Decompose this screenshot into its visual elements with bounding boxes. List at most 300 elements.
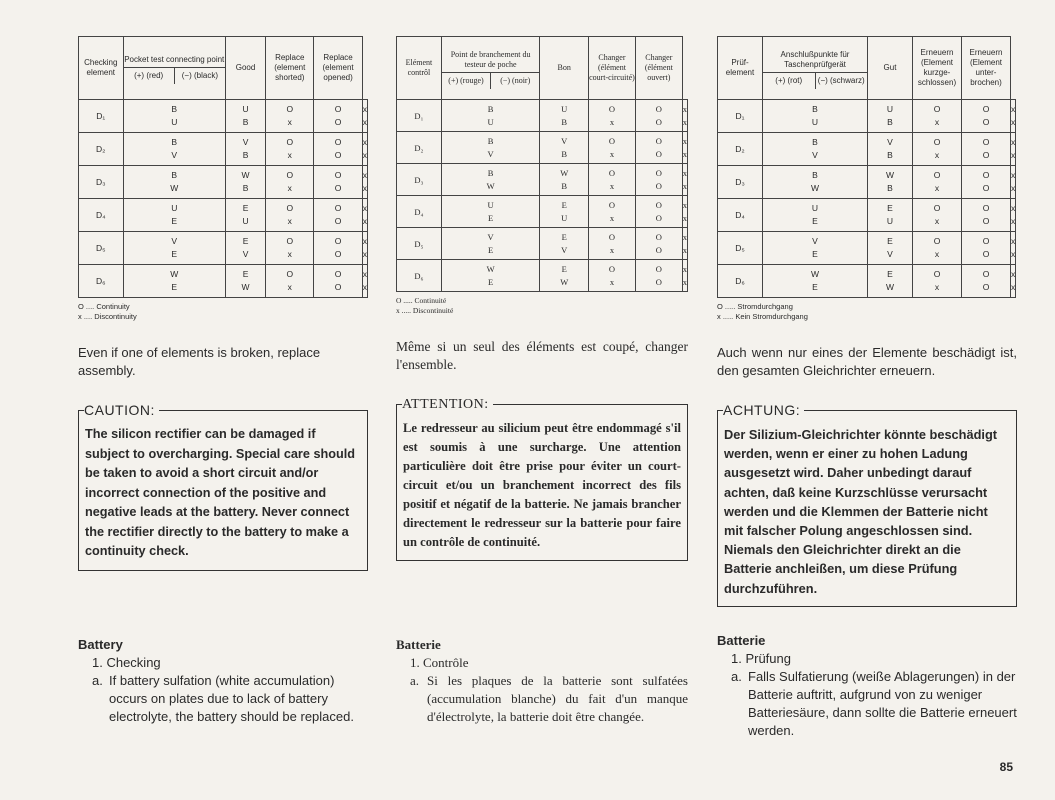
element-cell: D₂ [718, 133, 763, 166]
table-row [718, 133, 1016, 166]
good-value: x [609, 212, 615, 223]
shorted-value: O [982, 249, 990, 259]
good-cell [913, 265, 962, 298]
good-value: x [609, 244, 615, 255]
opened-value: x [1011, 150, 1016, 160]
opened-value: x [1011, 117, 1016, 127]
good-value: x [287, 249, 292, 259]
opened-value: x [362, 282, 367, 292]
column-french [396, 0, 688, 724]
opened-value: x [682, 180, 687, 191]
good-value: O [608, 103, 616, 114]
legend [396, 296, 688, 316]
shorted-value: O [655, 103, 662, 114]
red-value: E [488, 212, 494, 223]
good-value: O [933, 203, 941, 213]
caution-title: ATTENTION: [402, 395, 493, 414]
table-row [79, 133, 368, 166]
shorted-value: O [982, 236, 990, 246]
opened-value: x [362, 249, 367, 259]
shorted-value: O [655, 199, 662, 210]
header-shorted: Erneuern (Element kurzge-schlossen) [913, 37, 962, 100]
element-cell: D₃ [718, 166, 763, 199]
red-value: V [812, 236, 818, 246]
opened-cell [362, 166, 367, 199]
good-value: O [286, 137, 294, 147]
red-value: U [171, 203, 178, 213]
shorted-cell [962, 100, 1011, 133]
good-value: x [609, 116, 615, 127]
header-opened: Replace (element opened) [314, 37, 362, 100]
red-cell [763, 265, 868, 298]
black-cell [225, 166, 265, 199]
element-cell: D₄ [718, 199, 763, 232]
good-value: x [609, 180, 615, 191]
opened-cell [1011, 133, 1016, 166]
battery-step: 1. Prüfung [731, 651, 791, 666]
opened-value: x [1011, 236, 1016, 246]
opened-cell [362, 100, 367, 133]
opened-value: x [362, 269, 367, 279]
shorted-value: O [655, 276, 662, 287]
red-value: B [812, 137, 818, 147]
opened-cell [362, 265, 367, 298]
black-cell [868, 166, 913, 199]
header-shorted: Changer (élément court-circuité) [589, 37, 636, 100]
table-row [718, 232, 1016, 265]
element-cell: D₂ [397, 132, 442, 164]
opened-value: x [362, 150, 367, 160]
legend-continuity: O ..... Stromdurchgang [717, 302, 793, 311]
good-value: x [609, 148, 615, 159]
battery-section [78, 636, 368, 726]
black-cell [540, 100, 589, 132]
good-value: x [287, 117, 292, 127]
red-value: E [812, 249, 818, 259]
opened-cell [362, 199, 367, 232]
good-value: O [933, 269, 941, 279]
good-value: x [934, 117, 940, 127]
table-row [397, 132, 688, 164]
header-element: Prüf-element [718, 37, 763, 100]
red-value: U [487, 116, 494, 127]
element-cell: D₃ [79, 166, 124, 199]
red-cell [123, 232, 225, 265]
header-connecting-point [763, 37, 868, 100]
element-cell: D₅ [397, 228, 442, 260]
black-cell [540, 228, 589, 260]
red-value: V [487, 231, 494, 242]
sub-text: Si les plaques de la batterie sont sulfatées (accumulation blanche) du fait d'un manque d'électrolyte, la batterie doit être changée. [427, 673, 688, 724]
red-value: B [171, 170, 178, 180]
shorted-value: O [982, 203, 990, 213]
table-row [79, 265, 368, 298]
element-cell: D₁ [397, 100, 442, 132]
legend-discontinuity: x ..... Discontinuité [396, 306, 454, 315]
black-cell [868, 199, 913, 232]
intro-text: Even if one of elements is broken, replace assembly. [78, 345, 321, 378]
good-value: O [608, 231, 616, 242]
sub-label: a. [731, 669, 742, 684]
caution-title: CAUTION: [84, 401, 159, 421]
element-cell: D₄ [79, 199, 124, 232]
table-body [397, 100, 688, 292]
shorted-cell [635, 132, 682, 164]
black-value: W [885, 170, 895, 180]
opened-value: x [682, 244, 687, 255]
header-element: Checking element [79, 37, 124, 100]
black-cell [225, 199, 265, 232]
opened-cell [682, 100, 687, 132]
red-cell [763, 166, 868, 199]
red-value: U [171, 117, 178, 127]
good-value: O [286, 269, 294, 279]
good-cell [589, 196, 636, 228]
table-row [397, 164, 688, 196]
good-value: x [287, 150, 292, 160]
red-value: E [171, 282, 178, 292]
header-cp-black: (−) (black) [174, 68, 225, 84]
opened-value: x [362, 104, 367, 114]
shorted-value: O [334, 216, 342, 226]
black-value: U [242, 216, 249, 226]
black-value: U [561, 103, 568, 114]
red-cell [441, 100, 540, 132]
good-value: O [608, 263, 616, 274]
caution-body: Der Silizium-Gleichrichter könnte beschädigt werden, wenn er einer zu hohen Ladung ausgesetzt wird. Daher unbedingt darauf achten, daß keine Kurzschlüsse verursacht werden und die Klemmen der Batterie nicht mit falscher Polung angeschlossen sind. Niemals den Gleichrichter direkt an die Batterie anchleißen, um diese Prüfung durchzuführen. [724, 427, 998, 596]
black-value: E [561, 199, 567, 210]
black-value: E [561, 263, 567, 274]
red-value: B [812, 170, 818, 180]
black-value: E [242, 269, 249, 279]
shorted-value: O [334, 183, 342, 193]
shorted-cell [314, 133, 362, 166]
shorted-value: O [334, 137, 342, 147]
red-cell [123, 100, 225, 133]
table-row [397, 196, 688, 228]
legend [78, 302, 368, 322]
red-value: V [171, 236, 178, 246]
opened-value: x [682, 167, 687, 178]
shorted-value: O [982, 137, 990, 147]
opened-cell [1011, 199, 1016, 232]
test-table-french [396, 36, 688, 292]
shorted-value: O [655, 244, 662, 255]
red-value: E [812, 282, 818, 292]
header-shorted: Replace (element shorted) [266, 37, 314, 100]
opened-value: x [682, 148, 687, 159]
red-value: V [171, 150, 178, 160]
element-cell: D₂ [79, 133, 124, 166]
shorted-value: O [334, 104, 342, 114]
good-value: x [609, 276, 615, 287]
battery-section [396, 636, 688, 726]
good-cell [266, 199, 314, 232]
shorted-cell [635, 196, 682, 228]
battery-sub-item [78, 672, 368, 726]
black-cell [540, 164, 589, 196]
red-cell [441, 132, 540, 164]
good-value: O [286, 203, 294, 213]
header-cp-red: (+) (red) [134, 70, 164, 80]
black-value: E [242, 203, 249, 213]
shorted-value: O [655, 135, 662, 146]
red-cell [763, 232, 868, 265]
shorted-value: O [334, 249, 342, 259]
opened-value: x [1011, 282, 1016, 292]
black-value: E [887, 269, 893, 279]
shorted-value: O [334, 203, 342, 213]
black-value: V [561, 135, 568, 146]
table-row [397, 260, 688, 292]
good-cell [913, 133, 962, 166]
black-cell [225, 232, 265, 265]
header-connecting-point [441, 37, 540, 100]
opened-cell [1011, 265, 1016, 298]
table-body [79, 100, 368, 298]
caution-box [78, 402, 368, 571]
black-value: W [885, 282, 895, 292]
good-value: x [287, 282, 292, 292]
shorted-value: O [655, 180, 662, 191]
black-cell [868, 100, 913, 133]
shorted-value: O [655, 212, 662, 223]
opened-value: x [362, 117, 367, 127]
black-cell [868, 265, 913, 298]
good-value: x [934, 249, 940, 259]
black-value: V [242, 137, 249, 147]
opened-value: x [362, 216, 367, 226]
good-value: O [286, 170, 294, 180]
battery-heading: Battery [78, 637, 123, 652]
battery-step: 1. Contrôle [410, 655, 469, 670]
shorted-cell [314, 199, 362, 232]
black-value: E [887, 236, 893, 246]
black-value: W [560, 167, 569, 178]
table-row [79, 199, 368, 232]
black-cell [540, 260, 589, 292]
good-value: O [933, 137, 941, 147]
opened-cell [682, 228, 687, 260]
table-row [718, 100, 1016, 133]
black-value: E [561, 231, 567, 242]
shorted-value: O [982, 216, 990, 226]
intro-text: Même si un seul des éléments est coupé, changer l'ensemble. [396, 339, 688, 372]
header-cp-title: Pocket test connecting point [124, 53, 225, 68]
red-cell [441, 228, 540, 260]
red-value: V [812, 150, 818, 160]
shorted-cell [314, 100, 362, 133]
good-value: O [933, 236, 941, 246]
opened-value: x [682, 116, 687, 127]
good-cell [589, 228, 636, 260]
header-good: Good [225, 37, 265, 100]
red-value: E [171, 249, 178, 259]
table-row [79, 232, 368, 265]
header-cp-black: (−) (schwarz) [815, 73, 868, 89]
shorted-value: O [655, 167, 662, 178]
good-cell [913, 166, 962, 199]
element-cell: D₁ [79, 100, 124, 133]
red-value: E [812, 216, 818, 226]
good-value: x [934, 216, 940, 226]
black-value: B [242, 183, 249, 193]
red-cell [441, 260, 540, 292]
legend-continuity: O ..... Continuité [396, 296, 447, 305]
opened-cell [682, 132, 687, 164]
caution-body: Le redresseur au silicium peut être endommagé s'il est soumis à une surcharge. Une attention particulière doit être prise pour éviter un court-circuit et/ou un branchement incorrect des fils positif et négatif de la batterie. Ne jamais brancher directement le redresseur sur la batterie pour faire un contrôle de continuité. [403, 421, 681, 549]
red-cell [763, 100, 868, 133]
good-value: O [933, 170, 941, 180]
table-row [718, 166, 1016, 199]
black-cell [868, 232, 913, 265]
page-number: 85 [999, 760, 1013, 774]
black-value: U [886, 216, 894, 226]
black-cell [868, 133, 913, 166]
table-row [718, 199, 1016, 232]
black-value: U [886, 104, 894, 114]
good-cell [589, 100, 636, 132]
element-cell: D₁ [718, 100, 763, 133]
table-row [79, 100, 368, 133]
good-value: x [287, 183, 292, 193]
good-cell [266, 100, 314, 133]
good-cell [913, 199, 962, 232]
good-value: O [608, 167, 616, 178]
red-value: B [171, 137, 178, 147]
red-cell [123, 265, 225, 298]
black-value: V [242, 249, 249, 259]
good-cell [589, 132, 636, 164]
good-value: x [934, 282, 940, 292]
black-value: W [241, 282, 250, 292]
shorted-value: O [982, 170, 990, 180]
shorted-cell [962, 265, 1011, 298]
header-cp-black: (−) (noir) [490, 73, 539, 89]
element-cell: D₆ [397, 260, 442, 292]
element-cell: D₅ [79, 232, 124, 265]
legend-discontinuity: x .... Discontinuity [78, 312, 137, 321]
black-cell [540, 196, 589, 228]
test-table-english [78, 36, 368, 298]
battery-heading: Batterie [717, 633, 766, 648]
legend-discontinuity: x ..... Kein Stromdurchgang [717, 312, 808, 321]
good-cell [589, 164, 636, 196]
red-value: U [811, 117, 819, 127]
shorted-cell [314, 232, 362, 265]
red-cell [123, 133, 225, 166]
opened-value: x [362, 236, 367, 246]
red-value: W [486, 263, 495, 274]
shorted-value: O [982, 183, 990, 193]
opened-value: x [362, 170, 367, 180]
opened-value: x [1011, 203, 1016, 213]
header-cp-title: Anschlußpunkte für Taschenprüfgerät [763, 48, 867, 73]
sub-label: a. [92, 673, 103, 688]
good-cell [913, 100, 962, 133]
table-body [718, 100, 1016, 298]
good-cell [266, 166, 314, 199]
opened-cell [362, 133, 367, 166]
caution-box [717, 402, 1017, 607]
red-cell [123, 166, 225, 199]
header-good: Gut [868, 37, 913, 100]
shorted-value: O [334, 170, 342, 180]
good-value: x [934, 183, 940, 193]
black-value: B [887, 117, 893, 127]
sub-text: Falls Sulfatierung (weiße Ablagerungen) in der Batterie auftritt, aufgrund von zu weniger Batteriesäure, dann sollte die Batterie erneuert werden. [748, 669, 1017, 738]
element-cell: D₄ [397, 196, 442, 228]
shorted-cell [962, 166, 1011, 199]
shorted-cell [962, 199, 1011, 232]
black-value: V [887, 249, 893, 259]
battery-step: 1. Checking [92, 655, 161, 670]
shorted-value: O [334, 236, 342, 246]
header-cp-red: (+) (rouge) [448, 75, 484, 85]
opened-value: x [1011, 216, 1016, 226]
black-value: B [887, 183, 893, 193]
opened-cell [682, 196, 687, 228]
sub-label: a. [410, 673, 420, 688]
opened-cell [682, 164, 687, 196]
opened-value: x [682, 276, 687, 287]
good-cell [266, 133, 314, 166]
column-english [78, 0, 368, 724]
header-cp-red: (+) (rot) [775, 75, 803, 85]
red-cell [441, 196, 540, 228]
red-value: V [487, 148, 494, 159]
opened-value: x [682, 231, 687, 242]
black-value: U [561, 212, 568, 223]
shorted-value: O [334, 282, 342, 292]
good-value: O [933, 104, 941, 114]
good-value: O [608, 135, 616, 146]
opened-value: x [362, 137, 367, 147]
shorted-value: O [655, 231, 662, 242]
shorted-value: O [334, 150, 342, 160]
table-row [718, 265, 1016, 298]
good-cell [266, 265, 314, 298]
red-value: U [811, 203, 819, 213]
opened-value: x [362, 183, 367, 193]
red-cell [763, 133, 868, 166]
table-row [397, 228, 688, 260]
opened-cell [1011, 100, 1016, 133]
shorted-cell [314, 265, 362, 298]
red-cell [763, 199, 868, 232]
shorted-cell [635, 164, 682, 196]
opened-value: x [1011, 183, 1016, 193]
good-cell [589, 260, 636, 292]
red-value: B [487, 135, 494, 146]
black-cell [540, 132, 589, 164]
opened-value: x [1011, 137, 1016, 147]
black-value: V [887, 137, 893, 147]
red-value: B [487, 167, 494, 178]
opened-value: x [682, 212, 687, 223]
opened-value: x [1011, 249, 1016, 259]
opened-value: x [682, 199, 687, 210]
legend-continuity: O .... Continuity [78, 302, 130, 311]
black-value: W [241, 170, 250, 180]
header-good: Bon [540, 37, 589, 100]
shorted-cell [635, 228, 682, 260]
shorted-value: O [655, 263, 662, 274]
red-value: W [810, 269, 820, 279]
red-value: W [170, 183, 179, 193]
red-value: E [488, 276, 494, 287]
shorted-value: O [334, 117, 342, 127]
